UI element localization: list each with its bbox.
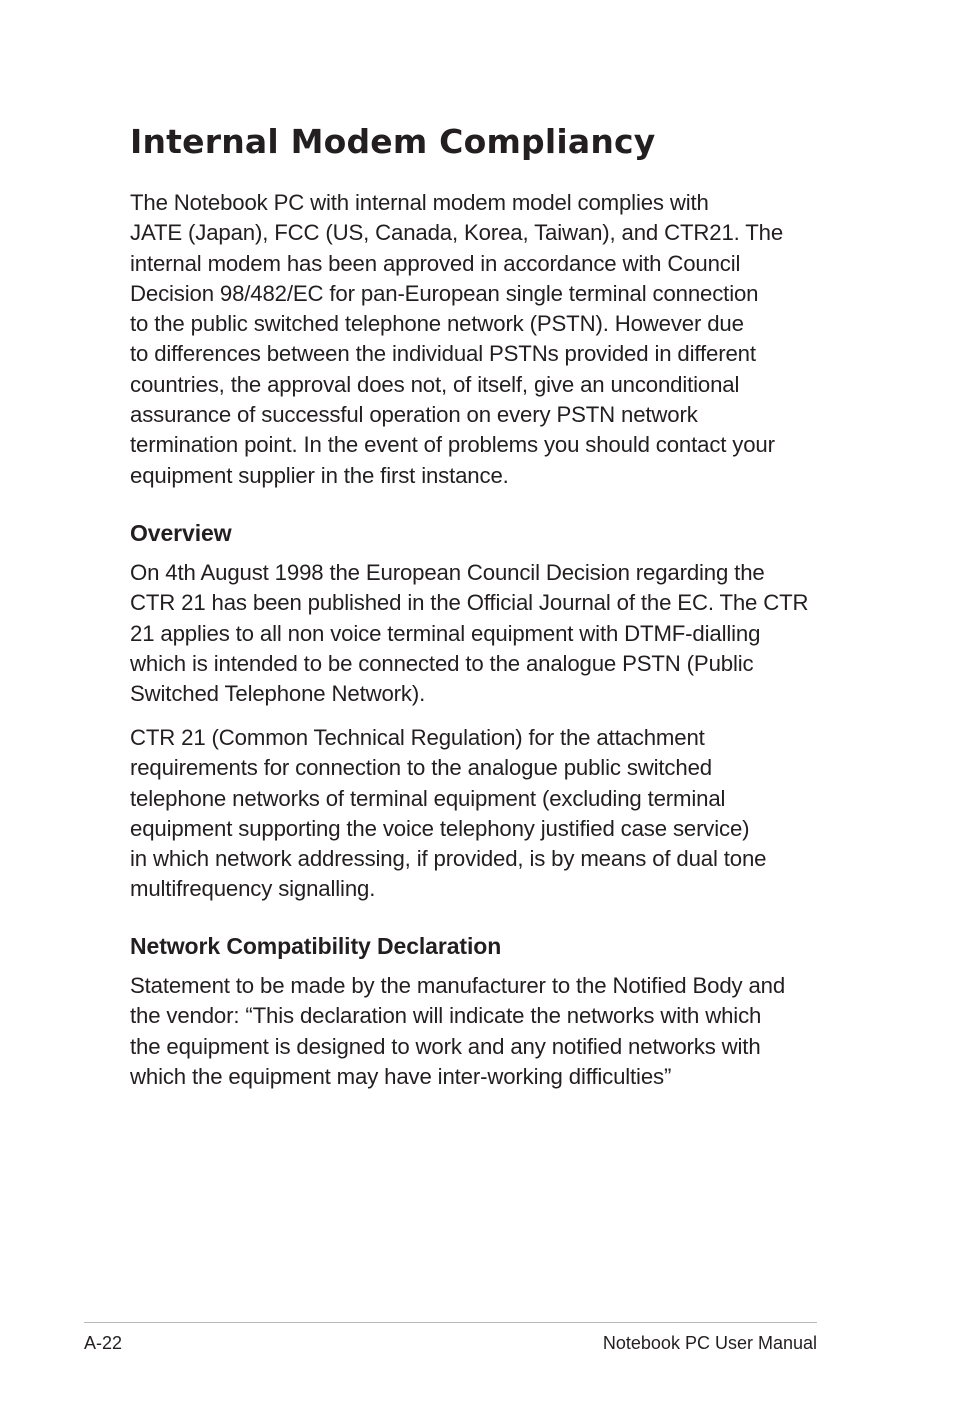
intro-line: The Notebook PC with internal modem model complies with [130, 190, 709, 215]
intro-paragraph [130, 188, 830, 491]
footer-divider [84, 1322, 817, 1323]
overview-line: Switched Telephone Network). [130, 681, 426, 707]
overview-line: requirements for connection to the analogue public switched [130, 755, 712, 781]
overview-line: CTR 21 (Common Technical Regulation) for the attachment [130, 725, 705, 750]
overview-line: CTR 21 has been published in the Official Journal of the EC. The CTR [130, 590, 809, 616]
overview-heading: Overview [130, 520, 232, 546]
intro-line: countries, the approval does not, of itself, give an unconditional [130, 371, 740, 397]
overview-line: telephone networks of terminal equipment (excluding terminal [130, 785, 726, 811]
overview-paragraph-2 [130, 723, 830, 905]
overview-line: multifrequency signalling. [130, 876, 376, 902]
network-declaration-paragraph [130, 971, 830, 1092]
intro-line: termination point. In the event of problems you should contact your [130, 432, 775, 458]
intro-line: equipment supplier in the first instance. [130, 462, 509, 488]
declaration-line: Statement to be made by the manufacturer to the Notified Body and [130, 973, 786, 998]
intro-line: JATE (Japan), FCC (US, Canada, Korea, Taiwan), and CTR21. The [130, 220, 784, 246]
intro-line: to differences between the individual PSTNs provided in different [130, 341, 756, 367]
intro-line: internal modem has been approved in accordance with Council [130, 250, 741, 276]
overview-line: equipment supporting the voice telephony justified case service) [130, 815, 750, 841]
intro-line: assurance of successful operation on every PSTN network [130, 402, 698, 428]
overview-line: On 4th August 1998 the European Council Decision regarding the [130, 560, 765, 585]
manual-title: Notebook PC User Manual [602, 1333, 817, 1353]
intro-line: to the public switched telephone network (PSTN). However due [130, 311, 744, 337]
overview-line: in which network addressing, if provided, is by means of dual tone [130, 846, 767, 872]
intro-line: Decision 98/482/EC for pan-European single terminal connection [130, 280, 759, 306]
overview-line: 21 applies to all non voice terminal equipment with DTMF-dialling [130, 620, 761, 646]
declaration-line: which the equipment may have inter-working difficulties” [130, 1063, 672, 1089]
overview-paragraph-1 [130, 558, 830, 709]
overview-line: which is intended to be connected to the analogue PSTN (Public [130, 650, 754, 676]
page-number: A-22 [84, 1333, 123, 1353]
network-declaration-heading: Network Compatibility Declaration [130, 933, 502, 959]
declaration-line: the vendor: “This declaration will indicate the networks with which [130, 1003, 762, 1029]
page-title: Internal Modem Compliancy [130, 122, 656, 161]
declaration-line: the equipment is designed to work and any notified networks with [130, 1033, 761, 1059]
